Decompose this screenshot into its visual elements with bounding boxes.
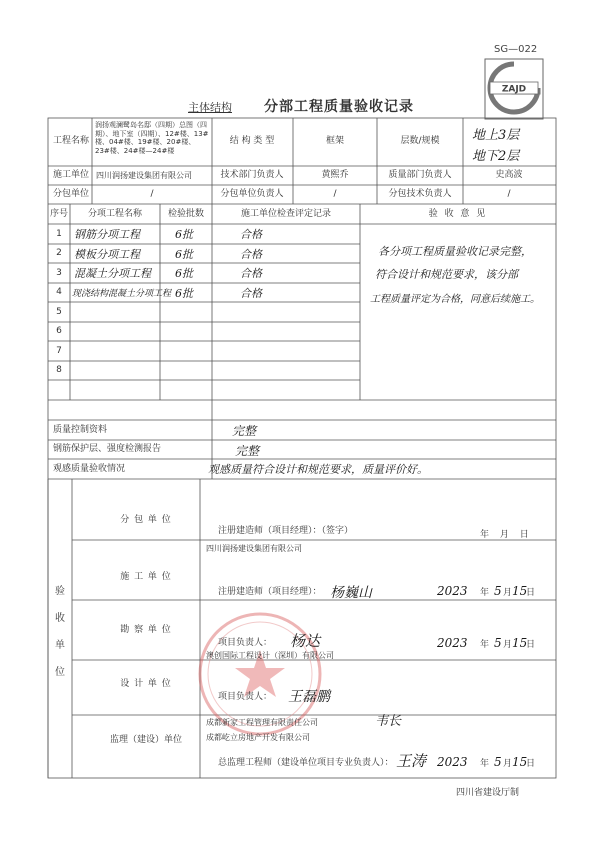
col-header-name: 分项工程名称 [87,209,143,219]
design-company-2: 成都屹立房地产开发有限公司 [206,733,310,742]
title-main: 分部工程质量验收记录 [264,99,414,115]
issuer-footer: 四川省建设厅制 [456,788,520,798]
design-unit-label: 设 计 单 位 [120,679,172,689]
row-no: 3 [56,268,62,278]
row-result: 合格 [240,287,262,300]
row-batches: 6批 [175,287,193,300]
floors-value-above: 地上3层 [472,128,520,143]
title-subtitle: 主体结构 [188,101,232,114]
row-no: 6 [56,326,62,336]
row-result: 合格 [240,267,262,280]
survey-signature: 杨达 [290,632,321,650]
quality-head-label: 质量部门负责人 [388,170,452,180]
structure-type-label: 结 构 类 型 [229,136,275,146]
col-header-result: 施工单位检查评定记录 [240,209,332,219]
appearance-value: 观感质量符合设计和规范要求，质量评价好。 [208,463,428,476]
survey-unit-label: 勘 察 单 位 [120,625,172,635]
row-name: 模板分项工程 [74,248,140,261]
row-no: 8 [56,365,62,375]
quality-docs-label: 质量控制资料 [53,425,108,435]
row-result: 合格 [240,248,262,261]
contractor-signature: 杨巍山 [330,585,372,601]
tech-head-label: 技术部门负责人 [220,170,284,180]
row-name: 混凝土分项工程 [74,267,151,280]
row-no: 7 [56,346,62,356]
design-signer: 项目负责人： [218,692,273,702]
row-no: 5 [56,307,62,317]
rebar-label: 钢筋保护层、强度检测报告 [53,444,162,454]
opinion-line-3: 工程质量评定为合格，同意后续施工。 [370,294,540,305]
quality-head-value: 史高波 [495,170,523,180]
contractor-name: 四川润扬建设集团有限公司 [206,544,302,553]
acceptance-side-label: 验 收 单 位 [55,586,65,678]
project-name-label: 工程名称 [53,136,90,146]
col-header-batches: 检验批数 [167,209,205,219]
design-company-1: 成都新家工程管理有限责任公司 [206,718,318,727]
opinion-line-2: 符合设计和规范要求，该分部 [375,268,518,281]
form-code: SG—022 [494,44,538,55]
quality-docs-value: 完整 [232,424,257,438]
survey-signer: 项目负责人： [218,638,273,648]
contractor-value: 四川润扬建设集团有限公司 [96,171,192,180]
row-no: 4 [56,287,62,297]
supervision-signature: 王涛 [396,752,427,770]
subcontractor-date: 年 月 日 [480,530,529,540]
sub-unit-value: / [150,189,154,199]
contractor-unit-label: 施 工 单 位 [120,572,172,582]
floors-label: 层数/规模 [400,136,440,146]
row-batches: 6批 [175,267,193,280]
sub-unit-head-value: / [333,189,337,199]
row-name: 现浇结构混凝土分项工程 [72,289,172,299]
col-header-no: 序号 [49,209,69,219]
contractor-signer: 注册建造师（项目经理）： [218,587,322,597]
row-batches: 6批 [175,248,193,261]
row-batches: 6批 [175,228,193,241]
supervision-signer: 总监理工程师（建设单位项目专业负责人）： [218,758,394,768]
row-result: 合格 [240,228,262,241]
logo-text: ZAJD [501,84,527,95]
row-no: 1 [56,229,62,239]
design-signature: 王磊鹏 [288,689,330,705]
acceptance-record-page: SG—022 ZAJD 主体结构 分部工程质量验收记录 工程名称 润扬观澜鹭岛名邸（四期）总图（四期）、地下室（四期）、12#楼、13#楼、04#楼、19#楼、20#楼、23#楼、24#楼—24#楼 结 构 类 型 框架 层数/规模 地上3层 地下2层 施工单位 四川润扬建设集团有限公司 技术部门负责人 黄熙乔 质量部门负责人 史高波 分包单位 / 分包单位负责人 / 分包技术负责人 / 序号 分项工程名称 检验批数 施工单位检查评定记录 验 收 意 见 1 钢筋分项工程 6批 合格 2 模板分项工程 6批 合格 3 混凝土分项工程 6批 合格 4 现浇结构混凝土分项工程 6批 合格 5 6 7 8 各分项工程质量验收记录完整， 符合设计和规范要求，该分部 工程质量评定为合格，同意后续施工。 质量控制资料 完整 钢筋保护层、强度检测报告 完整 观感质量验收情况 观感质量符合设计和规范要求，质量评价好。 验 收 单 位 分 包 单 位 注册建造师（项目经理）：（签字） 年 月 日 四川润扬建设集团有限公司 施 工 单 位 注册建造师（项目经理）： 杨巍山 2023 年 5 月 15 日 勘 察 单 位 项目负责人： 杨达 澳创国际工程设计（深圳）有限公司 2023 年 5 月 15 日 设 计 单 位 项目负责人： 王磊鹏 成都新家工程管理有限责任公司 韦长 监理（建设）单位 成都屹立房地产开发有限公司 总监理工程师（建设单位项目专业负责人）： 王涛 2023 年 5 月 15 日 四川省建设厅制 [0,0,600,849]
rebar-value: 完整 [235,444,260,458]
survey-company: 澳创国际工程设计（深圳）有限公司 [206,651,334,660]
col-header-opinion: 验 收 意 见 [428,209,488,219]
tech-head-value: 黄熙乔 [321,170,349,180]
subcontractor-signer: 注册建造师（项目经理）：（签字） [218,526,354,536]
row-name: 钢筋分项工程 [74,228,140,241]
structure-type-value: 框架 [325,136,345,146]
supervision-unit-label: 监理（建设）单位 [109,735,183,745]
supervision-extra-signature: 韦长 [375,714,402,729]
subcontractor-label: 分 包 单 位 [120,515,172,525]
sub-unit-head-label: 分包单位负责人 [220,189,284,199]
sub-unit-label: 分包单位 [53,189,90,199]
opinion-line-1: 各分项工程质量验收记录完整， [378,245,532,258]
project-name-value: 润扬观澜鹭岛名邸（四期）总图（四期）、地下室（四期）、12#楼、13#楼、04#楼、19#楼、20#楼、23#楼、24#楼—24#楼 [95,121,209,155]
contractor-label: 施工单位 [53,170,90,180]
sub-tech-head-label: 分包技术负责人 [388,189,452,199]
sub-tech-head-value: / [507,189,511,199]
appearance-label: 观感质量验收情况 [53,464,126,474]
row-no: 2 [56,248,62,258]
floors-value-below: 地下2层 [472,149,520,164]
